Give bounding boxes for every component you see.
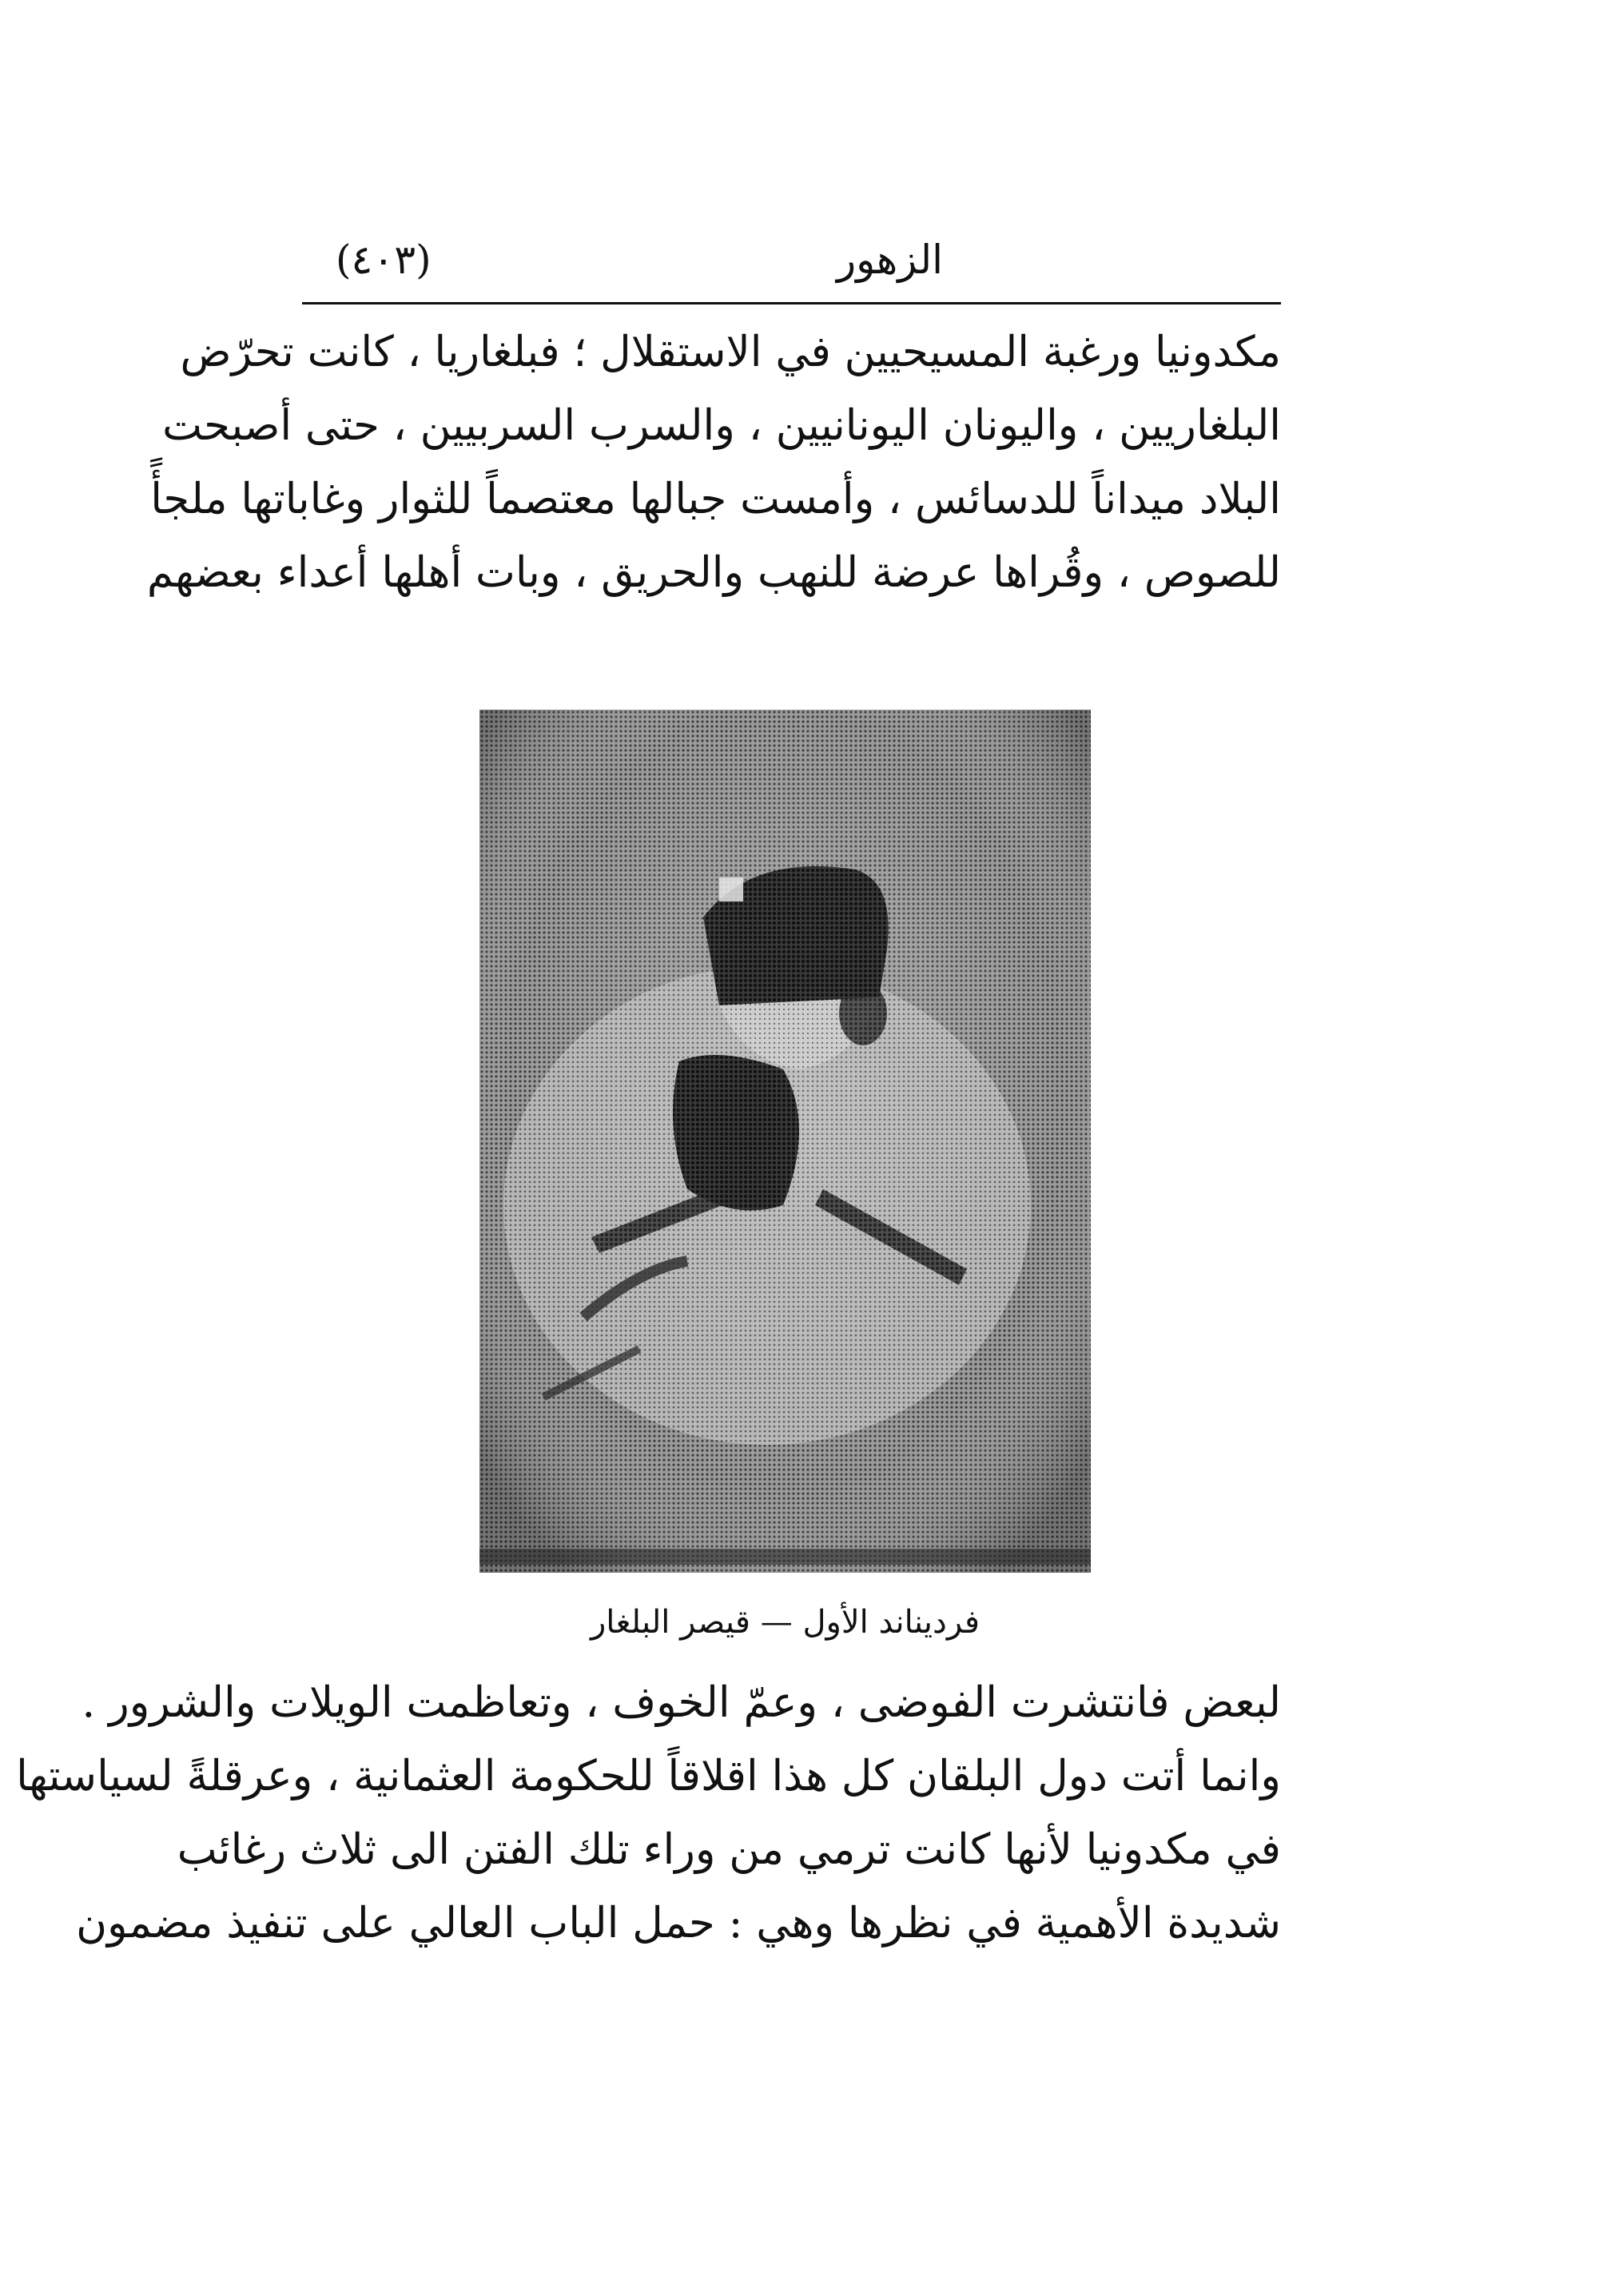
text-line: وانما أتت دول البلقان كل هذا اقلاقاً للحكومة العثمانية ، وعرقلةً لسياستها (16, 1752, 1281, 1801)
text-line: البلاد ميداناً للدسائس ، وأمست جبالها معتصماً للثوار وغاباتها ملجأً (150, 475, 1281, 523)
text-line: للصوص ، وقُراها عرضة للنهب والحريق ، وبات أهلها أعداء بعضهم (146, 548, 1281, 597)
text-line: شديدة الأهمية في نظرها وهي : حمل الباب العالي على تنفيذ مضمون (76, 1899, 1281, 1948)
top-paragraph (146, 316, 1281, 610)
portrait-photo (479, 710, 1091, 1573)
text-line: في مكدونيا لأنها كانت ترمي من وراء تلك الفتن الى ثلاث رغائب (177, 1825, 1281, 1874)
text-line: البلغاريين ، واليونان اليونانيين ، والسرب السربيين ، حتى أصبحت (162, 401, 1281, 450)
halftone-portrait (479, 710, 1091, 1573)
page-number: (٤٠٣) (336, 237, 432, 283)
figure-caption: فرديناند الأول — قيصر البلغار (590, 1604, 980, 1641)
page-header (304, 228, 1279, 300)
text-line: مكدونيا ورغبة المسيحيين في الاستقلال ؛ فبلغاريا ، كانت تحرّض (180, 328, 1281, 376)
running-title: الزهور (836, 237, 943, 283)
bottom-paragraph (16, 1666, 1281, 1960)
text-line: لبعض فانتشرت الفوضى ، وعمّ الخوف ، وتعاظمت الويلات والشرور . (82, 1678, 1281, 1727)
header-rule (302, 302, 1281, 304)
